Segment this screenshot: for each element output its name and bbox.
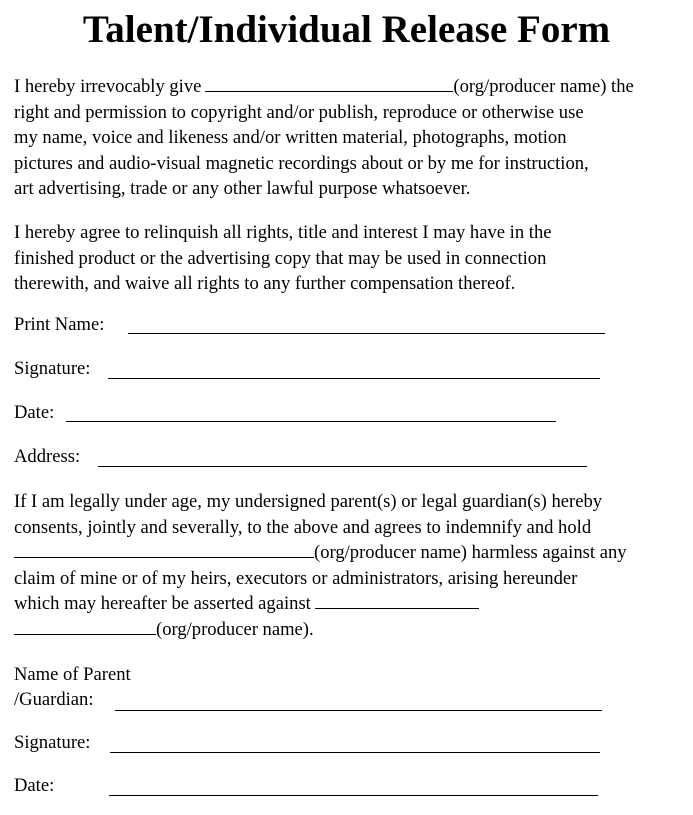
print-name-field bbox=[14, 313, 104, 337]
guardian-name-label-line-1: Name of Parent bbox=[14, 664, 131, 685]
minor-line-6: (org/producer name). bbox=[14, 617, 690, 643]
grant-line-1: I hereby irrevocably give (org/producer name) the bbox=[14, 76, 634, 97]
date-label: Date: bbox=[14, 402, 55, 423]
address-label: Address: bbox=[14, 446, 81, 467]
guardian-date-line[interactable] bbox=[109, 773, 598, 796]
grant-line-3: my name, voice and likeness and/or written material, photographs, motion bbox=[14, 127, 567, 148]
org-producer-name-blank-3[interactable] bbox=[14, 618, 156, 635]
date-field bbox=[14, 401, 54, 425]
address-field bbox=[14, 445, 80, 469]
guardian-name-label-line-2: /Guardian: bbox=[14, 689, 94, 710]
guardian-date-label: Date: bbox=[14, 775, 55, 796]
minor-line-3: (org/producer name) harmless against any bbox=[14, 540, 690, 566]
minor-line-5: which may hereafter be asserted against bbox=[14, 591, 690, 617]
minor-line-2: consents, jointly and severally, to the above and agrees to indemnify and hold bbox=[14, 516, 592, 538]
print-name-label: Print Name: bbox=[14, 314, 105, 335]
form-title: Talent/Individual Release Form bbox=[82, 8, 611, 51]
minor-line-4: claim of mine or of my heirs, executors or administrators, arising hereunder bbox=[14, 567, 578, 589]
relinquish-line-3: therewith, and waive all rights to any further compensation thereof. bbox=[14, 273, 516, 294]
org-producer-name-blank-2[interactable] bbox=[14, 541, 314, 558]
signature-field bbox=[14, 357, 90, 381]
relinquish-line-2: finished product or the advertising copy that may be used in connection bbox=[14, 247, 547, 269]
signature-line[interactable] bbox=[108, 356, 600, 379]
address-line[interactable] bbox=[98, 444, 587, 467]
grant-line-4: pictures and audio-visual magnetic recordings about or by me for instruction, bbox=[14, 152, 589, 174]
date-line[interactable] bbox=[66, 399, 556, 422]
minor-consent-paragraph bbox=[14, 489, 690, 642]
grant-paragraph bbox=[14, 74, 690, 202]
guardian-signature-line[interactable] bbox=[110, 730, 600, 753]
relinquish-paragraph bbox=[14, 220, 690, 297]
relinquish-line-1: I hereby agree to relinquish all rights, title and interest I may have in the bbox=[14, 222, 552, 243]
signature-label: Signature: bbox=[14, 358, 91, 379]
guardian-signature-label: Signature: bbox=[14, 732, 91, 753]
grant-line-2: right and permission to copyright and/or publish, reproduce or otherwise use bbox=[14, 101, 584, 123]
guardian-name-line[interactable] bbox=[115, 688, 602, 711]
org-producer-name-blank-1[interactable] bbox=[205, 75, 453, 92]
minor-line-1: If I am legally under age, my undersigned parent(s) or legal guardian(s) hereby bbox=[14, 491, 603, 512]
grant-line-5: art advertising, trade or any other lawful purpose whatsoever. bbox=[14, 178, 471, 199]
print-name-line[interactable] bbox=[128, 311, 605, 334]
asserted-against-blank[interactable] bbox=[315, 592, 479, 609]
